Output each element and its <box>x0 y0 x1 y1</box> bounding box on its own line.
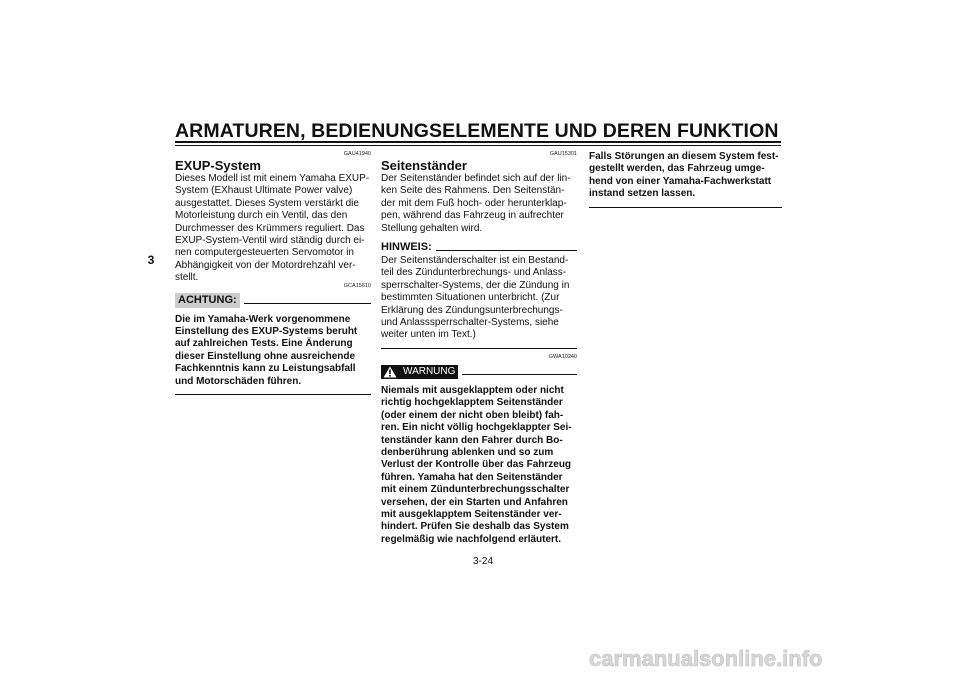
note-end-rule <box>381 348 577 349</box>
warning-end-rule <box>589 207 782 208</box>
sidestand-body-text: Der Seitenständer befindet sich auf der lin- ken Seite des Rahmens. Den Seitenstän- der mit dem Fuß hoch- oder herunterklap- pen, während das Fahrzeug in aufrechter Stellung gehalten wird. <box>381 173 571 234</box>
warning-code: GWA10240 <box>548 353 577 360</box>
caution-label: ACHTUNG: <box>175 293 240 308</box>
column-3 <box>589 150 782 208</box>
caution-text: Die im Yamaha-Werk vorgenommene Einstellung des EXUP-Systems beruht auf zahlreichen Tests. Eine Änderung dieser Einstellung ohne ausreichende Fachkenntnis kann zu Leistungsabfall und Motorschäden führen. <box>175 313 358 387</box>
page-number: 3-24 <box>472 556 493 567</box>
section-code: GAU41940 <box>343 151 371 157</box>
warning-continued-text: Falls Störungen an diesem System fest- gestellt werden, das Fahrzeug umge- hend von einer Yamaha-Fachwerkstatt instand setzen lassen. <box>589 151 779 200</box>
watermark-text-graphic <box>589 648 929 670</box>
note-rule <box>436 250 577 251</box>
watermark-logo <box>589 648 929 670</box>
section-code: GAU15301 <box>549 151 577 157</box>
exup-body-text: Dieses Modell ist mit einem Yamaha EXUP- System (EXhaust Ultimate Power valve) ausgestattet. Dieses System verstärkt die Motorleistung durch ein Ventil, das den Durchmesser des Krümmers reguliert. Das EXUP-System-Ventil wird ständig durch ei- nen computergesteuerten Servomotor in Abhängigkeit von der Motordrehzahl ver- stellt. <box>175 173 370 284</box>
note-label: HINWEIS: <box>381 240 432 253</box>
section-title-sidestand: Seitenständer <box>381 158 467 173</box>
chapter-tab: 3 <box>147 253 155 267</box>
warning-badge <box>381 365 458 379</box>
caution-header <box>175 293 371 309</box>
caution-code: GCA15610 <box>343 282 371 289</box>
header-rule-thick <box>175 141 781 143</box>
column-1 <box>175 150 371 395</box>
caution-rule <box>244 303 371 304</box>
column-2 <box>381 150 577 546</box>
warning-rule <box>462 374 577 375</box>
svg-text:carmanualsonline.info: carmanualsonline.info <box>589 648 823 670</box>
warning-header <box>381 364 577 380</box>
warning-text: Niemals mit ausgeklapptem oder nicht richtig hochgeklapptem Seitenständer (oder einem der nicht oben bleibt) fah- ren. Ein nicht völlig hochgeklappter Sei- tenständer kann den Fahrer durch Bo- denberührung ablenken und so zum Verlust der Kontrolle über das Fahrzeug führen. Yamaha hat den Seitenständer mit einem Zündunterbrechungsschalter versehen, der ein Starten und Anfahren mit ausgeklapptem Seitenständer ver- hindert. Prüfen Sie deshalb das System regelmäßig wie nachfolgend erläutert. <box>381 384 572 545</box>
section-title-exup: EXUP-System <box>175 158 261 173</box>
warning-triangle-icon <box>383 366 397 378</box>
header-rule-thin <box>175 145 781 146</box>
warning-label: WARNUNG <box>403 366 456 378</box>
page-header-title: ARMATUREN, BEDIENUNGSELEMENTE UND DEREN FUNKTION <box>175 120 779 142</box>
caution-end-rule <box>175 394 371 395</box>
note-text: Der Seitenständerschalter ist ein Bestand- teil des Zündunterbrechungs- und Anlass- sperrschalter-Systems, der die Zündung in bestimmten Situationen unterbricht. (Zur Erklärung des Zündungsunterbrechungs- und Anlasssperrschalter-Systems, siehe weiter unten im Text.) <box>381 255 570 341</box>
note-header <box>381 239 577 255</box>
